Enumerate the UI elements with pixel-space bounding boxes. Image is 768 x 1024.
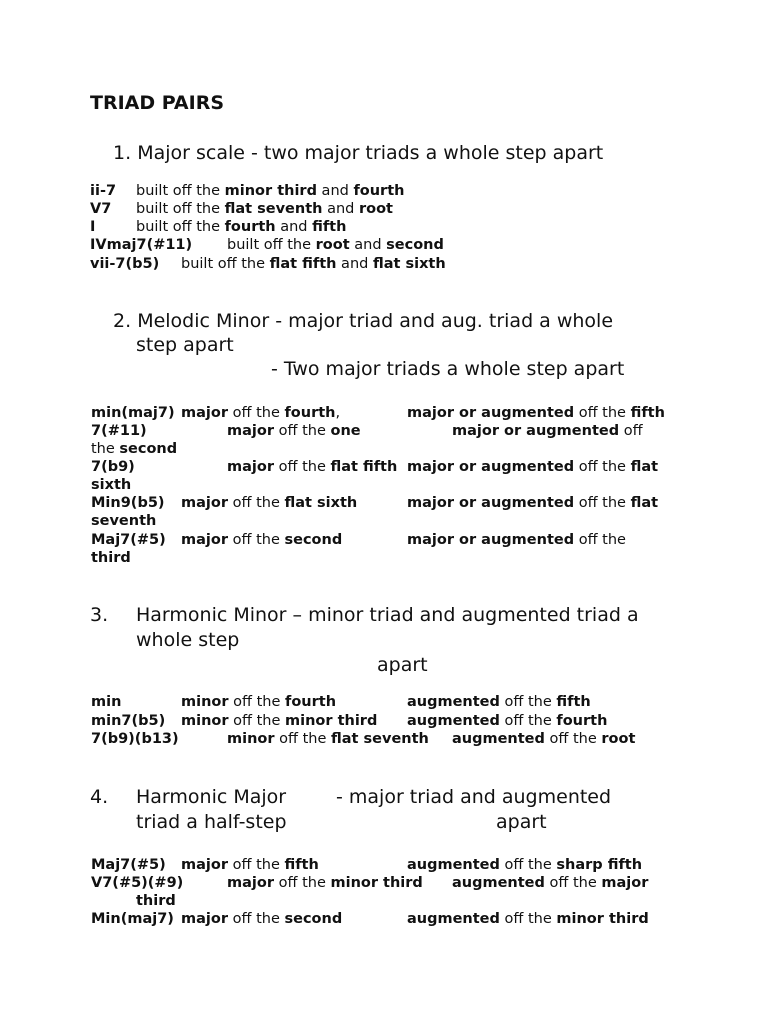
section-3-title: Harmonic Minor – minor triad and augmented triad a <box>136 604 639 626</box>
text: and <box>275 219 313 235</box>
interval: fourth <box>224 219 276 235</box>
wrapped-text: the second <box>91 441 178 457</box>
text: and <box>349 237 387 253</box>
triad-b: major or augmented off <box>452 423 643 439</box>
section-3-title-line3: apart <box>377 654 428 676</box>
triad-b: major or augmented off the flat <box>407 459 659 475</box>
chord-symbol: Maj7(#5) <box>91 532 166 548</box>
triad-b: augmented off the major <box>452 875 649 891</box>
list-item <box>90 183 404 199</box>
chord-symbol: min7(b5) <box>91 713 166 729</box>
text: and <box>322 201 359 217</box>
section-1-title: Major scale - two major triads a whole step apart <box>137 142 604 164</box>
text: built off the <box>136 201 225 217</box>
list-item <box>90 237 444 253</box>
chord-symbol: 7(b9)(b13) <box>91 731 179 747</box>
text: and <box>336 256 373 272</box>
interval: second <box>386 237 444 253</box>
section-4-title-line2b: apart <box>496 811 547 833</box>
section-4-title: Harmonic Major <box>136 786 287 808</box>
chord-symbol: vii-7(b5) <box>90 256 160 272</box>
text: built off the <box>181 256 270 272</box>
interval: flat sixth <box>372 256 446 272</box>
chord-symbol: IVmaj7(#11) <box>90 237 193 253</box>
chord-symbol: V7 <box>90 201 112 217</box>
interval: fifth <box>312 219 347 235</box>
section-2-heading <box>113 310 613 332</box>
text: and <box>316 183 354 199</box>
interval: flat seventh <box>224 201 323 217</box>
interval: minor third <box>224 183 317 199</box>
chord-symbol: 7(b9) <box>91 459 135 475</box>
interval: root <box>315 237 350 253</box>
triad-a: major off the fourth, <box>181 405 341 421</box>
triad-a: major off the flat sixth <box>181 495 358 511</box>
chord-symbol: Min(maj7) <box>91 911 174 927</box>
triad-a: major off the fifth <box>181 857 319 873</box>
chord-symbol: Min9(b5) <box>91 495 165 511</box>
triad-b: augmented off the root <box>452 731 636 747</box>
triad-b: major or augmented off the <box>407 532 626 548</box>
wrapped-text: third <box>91 550 131 566</box>
section-2-title: Melodic Minor - major triad and aug. triad a whole <box>137 310 614 332</box>
triad-a: major off the second <box>181 911 343 927</box>
triad-b: augmented off the minor third <box>407 911 649 927</box>
text: built off the <box>136 219 225 235</box>
chord-symbol: V7(#5)(#9) <box>91 875 184 891</box>
list-item <box>90 256 446 272</box>
triad-a: major off the flat fifth <box>227 459 398 475</box>
section-1-heading <box>113 142 603 164</box>
triad-a: minor off the fourth <box>181 694 337 710</box>
triad-b: major or augmented off the fifth <box>407 405 665 421</box>
chord-symbol: 7(#11) <box>91 423 147 439</box>
triad-b: major or augmented off the flat <box>407 495 659 511</box>
list-item <box>90 201 393 217</box>
section-1-number: 1. <box>113 142 132 164</box>
wrapped-text: third <box>136 893 176 909</box>
section-2-heading-line3: - Two major triads a whole step apart <box>271 358 625 380</box>
triad-a: major off the second <box>181 532 343 548</box>
triad-a: minor off the flat seventh <box>227 731 429 747</box>
chord-symbol: I <box>90 219 96 235</box>
chord-symbol: min <box>91 694 122 710</box>
interval: flat fifth <box>269 256 337 272</box>
list-item <box>90 219 346 235</box>
section-3-title-line2: whole step <box>136 629 240 651</box>
interval: fourth <box>353 183 405 199</box>
triad-b: augmented off the sharp fifth <box>407 857 643 873</box>
text: built off the <box>227 237 316 253</box>
chord-symbol: ii-7 <box>90 183 117 199</box>
wrapped-text: sixth <box>91 477 132 493</box>
section-4-number: 4. <box>90 786 109 808</box>
triad-a: minor off the minor third <box>181 713 378 729</box>
section-2-heading-line2: step apart <box>136 334 234 356</box>
text: built off the <box>136 183 225 199</box>
section-4-title-line2: triad a half-step <box>136 811 287 833</box>
interval: root <box>358 201 393 217</box>
triad-b: augmented off the fourth <box>407 713 608 729</box>
chord-symbol: Maj7(#5) <box>91 857 166 873</box>
section-2-number: 2. <box>113 310 132 332</box>
page-title: TRIAD PAIRS <box>90 92 225 114</box>
triad-b: augmented off the fifth <box>407 694 591 710</box>
triad-a: major off the one <box>227 423 361 439</box>
chord-symbol: min(maj7) <box>91 405 175 421</box>
section-4-subtitle: - major triad and augmented <box>336 786 612 808</box>
wrapped-text: seventh <box>91 513 157 529</box>
section-3-number: 3. <box>90 604 109 626</box>
triad-a: major off the minor third <box>227 875 423 891</box>
